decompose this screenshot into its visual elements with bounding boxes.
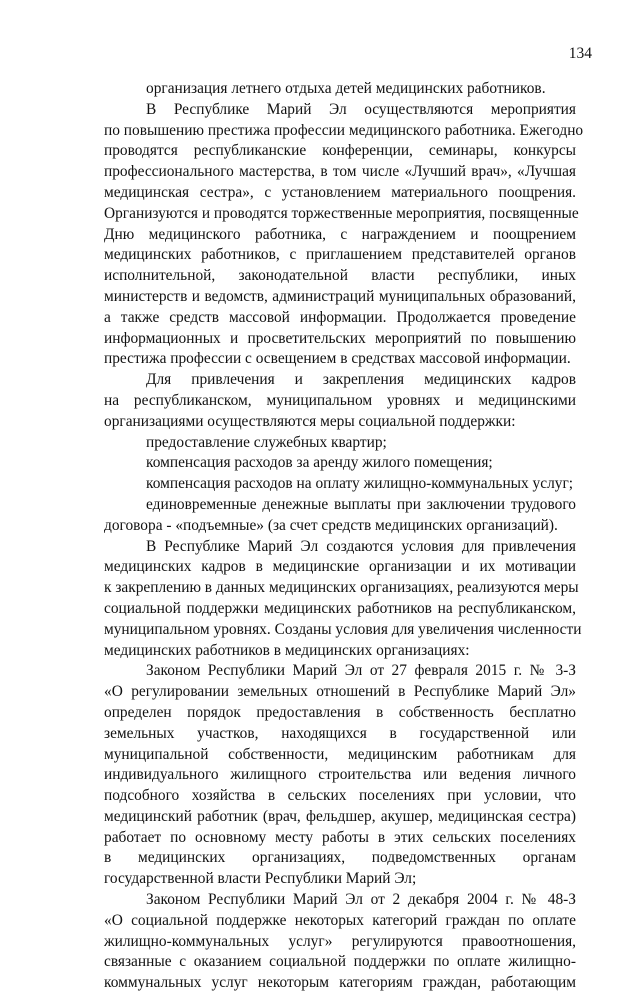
text-line: исполнительной, законодательной власти республики, иных xyxy=(104,267,576,285)
text-line: социальной поддержки медицинских работников на республиканском, xyxy=(104,599,576,617)
text-line: договора - «подъемные» (за счет средств медицинских организаций). xyxy=(104,516,558,534)
text-line: проводятся республиканские конференции, семинары, конкурсы xyxy=(104,142,576,160)
text-line: медицинских работников в медицинских организациях: xyxy=(104,641,470,659)
text-line: индивидуального жилищного строительства или ведения личного xyxy=(104,766,576,784)
text-line: Законом Республики Марий Эл от 2 декабря 2004 г. № 48-З xyxy=(146,891,576,909)
text-line: в медицинских организациях, подведомственных органам xyxy=(104,849,576,867)
page-number: 134 xyxy=(568,45,592,62)
text-line: медицинская сестра», с установлением материального поощрения. xyxy=(104,183,576,201)
text-line: компенсация расходов за аренду жилого помещения; xyxy=(146,454,493,472)
text-line: связанные с оказанием социальной поддержки по оплате жилищно- xyxy=(104,953,576,971)
text-line: единовременные денежные выплаты при заключении трудового xyxy=(146,495,576,513)
text-line: а также средств массовой информации. Продолжается проведение xyxy=(104,308,576,326)
text-line: «О социальной поддержке некоторых категорий граждан по оплате xyxy=(104,911,576,929)
text-line: медицинских работников, с приглашением представителей органов xyxy=(104,246,576,264)
text-line: муниципальном уровнях. Созданы условия для увеличения численности xyxy=(104,620,582,638)
text-line: предоставление служебных квартир; xyxy=(146,433,387,451)
text-line: «О регулировании земельных отношений в Республике Марий Эл» xyxy=(104,683,576,701)
text-line: подсобного хозяйства в сельских поселениях при условии, что xyxy=(104,787,576,805)
text-line: государственной власти Республики Марий Эл; xyxy=(104,870,417,888)
document-body xyxy=(104,79,584,994)
text-line: профессионального мастерства, в том числе «Лучший врач», «Лучшая xyxy=(104,163,576,181)
text-line: Дню медицинского работника, с награждением и поощрением xyxy=(104,225,576,243)
text-line: муниципальной собственности, медицинским работникам для xyxy=(104,745,576,763)
text-line: на республиканском, муниципальном уровнях и медицинскими xyxy=(104,391,576,409)
text-line: В Республике Марий Эл осуществляются мероприятия xyxy=(146,100,576,118)
text-line: земельных участков, находящихся в государственной или xyxy=(104,724,576,742)
text-line: работает по основному месту работы в этих сельских поселениях xyxy=(104,828,576,846)
text-line: жилищно-коммунальных услуг» регулируются правоотношения, xyxy=(104,932,576,950)
text-line: определен порядок предоставления в собственность бесплатно xyxy=(104,703,576,721)
text-line: министерств и ведомств, администраций муниципальных образований, xyxy=(104,287,576,305)
text-line: Законом Республики Марий Эл от 27 февраля 2015 г. № 3-З xyxy=(146,662,576,680)
text-line: организациями осуществляются меры социальной поддержки: xyxy=(104,412,516,430)
text-line: медицинских кадров в медицинские организации и их мотивации xyxy=(104,558,576,576)
text-line: к закреплению в данных медицинских организациях, реализуются меры xyxy=(104,579,579,597)
text-line: Организуются и проводятся торжественные мероприятия, посвященные xyxy=(104,204,579,222)
text-line: Для привлечения и закрепления медицинских кадров xyxy=(146,371,576,389)
text-line: В Республике Марий Эл создаются условия для привлечения xyxy=(146,537,576,555)
text-line: по повышению престижа профессии медицинского работника. Ежегодно xyxy=(104,121,584,139)
text-line: информационных и просветительских мероприятий по повышению xyxy=(104,329,576,347)
text-line: организация летнего отдыха детей медицинских работников. xyxy=(146,80,546,97)
text-line: престижа профессии с освещением в средствах массовой информации. xyxy=(104,350,571,368)
text-line: коммунальных услуг некоторым категориям граждан, работающим xyxy=(104,974,576,992)
text-line: компенсация расходов на оплату жилищно-коммунальных услуг; xyxy=(146,475,574,493)
text-line: медицинский работник (врач, фельдшер, акушер, медицинская сестра) xyxy=(104,807,576,825)
